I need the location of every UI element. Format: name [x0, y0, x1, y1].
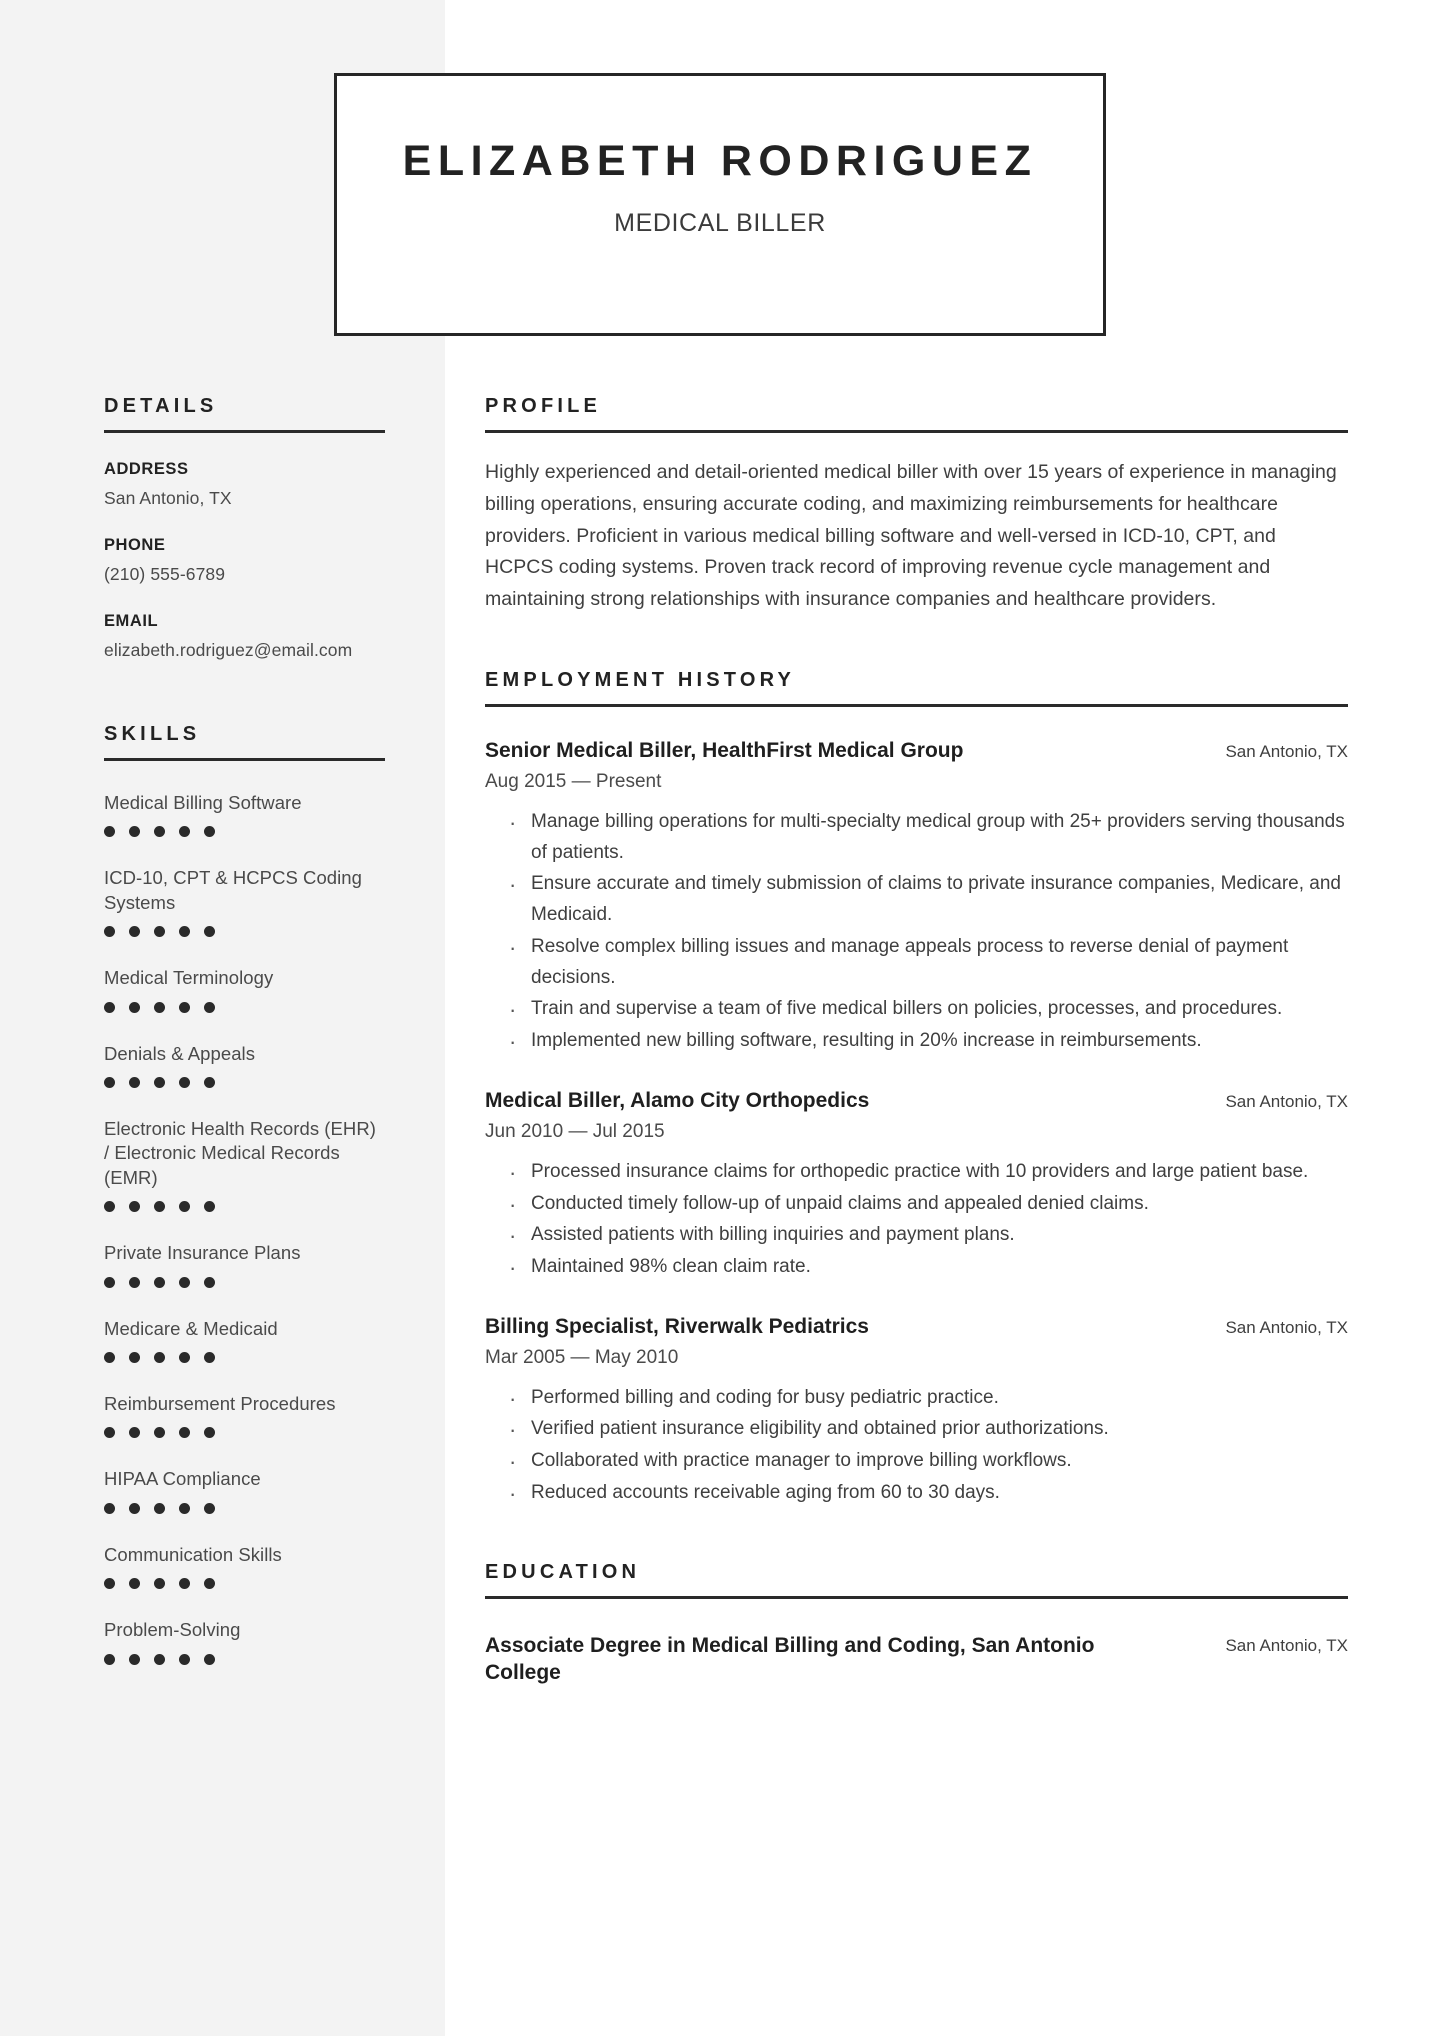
rating-dot-filled: [179, 1077, 190, 1088]
skill-name: Denials & Appeals: [104, 1042, 255, 1064]
detail-value: San Antonio, TX: [104, 488, 232, 508]
education-entry: [485, 1632, 1348, 1687]
detail-label: PHONE: [104, 536, 166, 554]
skill-item: [104, 1543, 385, 1589]
employment-heading: EMPLOYMENT HISTORY: [485, 668, 796, 691]
skill-name: Medical Billing Software: [104, 792, 302, 813]
job-bullet: · Manage billing operations for multi-specialty medical group with 25+ providers serving thousands of patients.: [531, 807, 1348, 869]
detail-value: elizabeth.rodriguez@email.com: [104, 640, 353, 660]
job-location: San Antonio, TX: [1225, 1317, 1348, 1337]
job-location: San Antonio, TX: [1225, 1091, 1348, 1111]
sidebar: [0, 395, 445, 1665]
rating-dot-filled: [204, 1077, 215, 1088]
job-title: Senior Medical Biller, HealthFirst Medical Group: [485, 738, 964, 762]
skill-name: Problem-Solving: [104, 1619, 241, 1641]
education-location: San Antonio, TX: [1225, 1635, 1348, 1655]
job-title: Billing Specialist, Riverwalk Pediatrics: [485, 1314, 869, 1338]
rating-dot-filled: [204, 1578, 215, 1589]
education-list: [485, 1632, 1348, 1687]
job-bullet: · Assisted patients with billing inquiries and payment plans.: [531, 1220, 1348, 1251]
employment-entry: [485, 738, 1348, 1057]
rating-dot-filled: [129, 1427, 140, 1438]
employment-entry: [485, 1088, 1348, 1283]
rating-dot-filled: [179, 1654, 190, 1665]
job-bullet: · Ensure accurate and timely submission of claims to private insurance companies, Medicare, and Medicaid.: [531, 869, 1348, 931]
education-heading: EDUCATION: [485, 1560, 641, 1583]
rating-dot-filled: [154, 926, 165, 937]
rating-dot-filled: [154, 1427, 165, 1438]
skill-rating-dots: [104, 1201, 385, 1212]
skill-item: [104, 1117, 385, 1212]
skill-item: [104, 966, 385, 1012]
job-bullet: · Verified patient insurance eligibility and obtained prior authorizations.: [531, 1414, 1348, 1445]
skill-item: [104, 1241, 385, 1287]
skill-name: HIPAA Compliance: [104, 1468, 261, 1490]
page-title: ELIZABETH RODRIGUEZ: [402, 137, 1038, 185]
job-bullet: · Processed insurance claims for orthopedic practice with 10 providers and large patient base.: [531, 1157, 1348, 1188]
employment-entry: [485, 1314, 1348, 1509]
job-location: San Antonio, TX: [1225, 741, 1348, 761]
rating-dot-filled: [154, 1654, 165, 1665]
jobs-list: [485, 738, 1348, 1509]
skill-name: Electronic Health Records (EHR) / Electronic Medical Records (EMR): [104, 1118, 376, 1188]
job-bullet: · Conducted timely follow-up of unpaid claims and appealed denied claims.: [531, 1189, 1348, 1220]
skill-rating-dots: [104, 1077, 385, 1088]
job-bullet: · Train and supervise a team of five medical billers on policies, processes, and procedures.: [531, 994, 1348, 1025]
skill-rating-dots: [104, 1503, 385, 1514]
rating-dot-filled: [204, 1277, 215, 1288]
education-entry-header: [485, 1632, 1348, 1687]
job-bullet: · Maintained 98% clean claim rate.: [531, 1252, 1348, 1283]
job-bullet: · Performed billing and coding for busy pediatric practice.: [531, 1383, 1348, 1414]
rating-dot-filled: [179, 1352, 190, 1363]
rating-dot-filled: [154, 1578, 165, 1589]
skill-name: Medical Terminology: [104, 967, 274, 989]
job-bullet-list: [485, 807, 1348, 1057]
profile-heading: PROFILE: [485, 395, 602, 417]
rating-dot-filled: [204, 1427, 215, 1438]
details-divider: [104, 430, 385, 433]
employment-entry-header: [485, 738, 1348, 765]
rating-dot-filled: [129, 1077, 140, 1088]
skills-section: [104, 723, 385, 1665]
rating-dot-filled: [104, 1654, 115, 1665]
skill-rating-dots: [104, 1002, 385, 1013]
job-bullet: · Implemented new billing software, resulting in 20% increase in reimbursements.: [531, 1026, 1348, 1057]
job-bullet: · Collaborated with practice manager to improve billing workflows.: [531, 1446, 1348, 1477]
rating-dot-filled: [129, 1654, 140, 1665]
skill-item: [104, 866, 385, 937]
skills-divider: [104, 758, 385, 761]
rating-dot-filled: [204, 1352, 215, 1363]
header-name-box: [334, 73, 1106, 336]
content-columns: [0, 395, 1440, 1686]
rating-dot-filled: [204, 1201, 215, 1212]
rating-dot-filled: [104, 1201, 115, 1212]
rating-dot-filled: [104, 1503, 115, 1514]
skill-name: Reimbursement Procedures: [104, 1393, 336, 1415]
rating-dot-filled: [154, 1503, 165, 1514]
details-heading: DETAILS: [104, 395, 218, 417]
job-bullet: · Resolve complex billing issues and manage appeals process to reverse denial of payment decisions.: [531, 932, 1348, 994]
details-list: [104, 460, 385, 661]
skill-name: Medicare & Medicaid: [104, 1317, 278, 1339]
rating-dot-filled: [129, 1002, 140, 1013]
rating-dot-filled: [129, 1277, 140, 1288]
job-dates: Jun 2010 — Jul 2015: [485, 1120, 665, 1142]
skill-rating-dots: [104, 1654, 385, 1665]
rating-dot-filled: [129, 1352, 140, 1363]
skill-item: [104, 791, 385, 837]
rating-dot-filled: [129, 1201, 140, 1212]
rating-dot-filled: [204, 1002, 215, 1013]
rating-dot-filled: [179, 1578, 190, 1589]
rating-dot-filled: [179, 1427, 190, 1438]
rating-dot-filled: [104, 1578, 115, 1589]
skills-heading: SKILLS: [104, 723, 201, 745]
rating-dot-filled: [104, 1277, 115, 1288]
skill-item: [104, 1618, 385, 1664]
details-section: [104, 395, 385, 661]
skill-rating-dots: [104, 826, 385, 837]
detail-item: [104, 460, 385, 509]
skill-rating-dots: [104, 1427, 385, 1438]
rating-dot-filled: [104, 926, 115, 937]
job-bullet-list: [485, 1157, 1348, 1283]
rating-dot-filled: [154, 826, 165, 837]
rating-dot-filled: [204, 826, 215, 837]
rating-dot-filled: [104, 1352, 115, 1363]
header-job-title: MEDICAL BILLER: [614, 209, 826, 238]
skill-name: ICD-10, CPT & HCPCS Coding Systems: [104, 867, 362, 913]
rating-dot-filled: [104, 1002, 115, 1013]
job-bullet-list: [485, 1383, 1348, 1509]
skill-item: [104, 1042, 385, 1088]
rating-dot-filled: [129, 1578, 140, 1589]
skill-rating-dots: [104, 1578, 385, 1589]
education-title: Associate Degree in Medical Billing and Coding, San Antonio College: [485, 1633, 1095, 1685]
skill-item: [104, 1467, 385, 1513]
rating-dot-filled: [104, 1427, 115, 1438]
main-content: [445, 395, 1440, 1686]
job-dates: Mar 2005 — May 2010: [485, 1346, 679, 1368]
detail-value: (210) 555-6789: [104, 564, 226, 584]
detail-label: ADDRESS: [104, 460, 189, 478]
skill-rating-dots: [104, 926, 385, 937]
rating-dot-filled: [179, 1201, 190, 1212]
employment-entry-header: [485, 1088, 1348, 1115]
skills-list: [104, 791, 385, 1665]
education-section: [485, 1561, 1348, 1687]
employment-entry-header: [485, 1314, 1348, 1341]
rating-dot-filled: [204, 926, 215, 937]
rating-dot-filled: [179, 1002, 190, 1013]
rating-dot-filled: [204, 1654, 215, 1665]
employment-section: [485, 669, 1348, 1509]
skill-rating-dots: [104, 1277, 385, 1288]
rating-dot-filled: [129, 926, 140, 937]
employment-divider: [485, 704, 1348, 707]
detail-item: [104, 612, 385, 661]
skill-name: Communication Skills: [104, 1543, 282, 1565]
skill-item: [104, 1317, 385, 1363]
rating-dot-filled: [129, 1503, 140, 1514]
skill-rating-dots: [104, 1352, 385, 1363]
skill-item: [104, 1392, 385, 1438]
job-dates: Aug 2015 — Present: [485, 770, 662, 792]
rating-dot-filled: [154, 1352, 165, 1363]
detail-label: EMAIL: [104, 612, 159, 630]
rating-dot-filled: [154, 1002, 165, 1013]
detail-item: [104, 536, 385, 585]
rating-dot-filled: [129, 826, 140, 837]
profile-text: Highly experienced and detail-oriented medical biller with over 15 years of experience in managing billing operations, ensuring accurate coding, and maximizing reimbursements for healthcare providers. Proficient in various medical billing software and well-versed in ICD-10, CPT, and HCPCS coding systems. Proven track record of improving revenue cycle management and maintaining strong relationships with insurance companies and healthcare providers.: [485, 461, 1337, 611]
rating-dot-filled: [154, 1201, 165, 1212]
rating-dot-filled: [104, 1077, 115, 1088]
profile-divider: [485, 430, 1348, 433]
rating-dot-filled: [179, 1503, 190, 1514]
rating-dot-filled: [179, 926, 190, 937]
rating-dot-filled: [179, 1277, 190, 1288]
rating-dot-filled: [154, 1277, 165, 1288]
rating-dot-filled: [104, 826, 115, 837]
skill-name: Private Insurance Plans: [104, 1242, 301, 1264]
rating-dot-filled: [204, 1503, 215, 1514]
rating-dot-filled: [154, 1077, 165, 1088]
job-title: Medical Biller, Alamo City Orthopedics: [485, 1088, 870, 1112]
education-divider: [485, 1596, 1348, 1599]
rating-dot-filled: [179, 826, 190, 837]
job-bullet: · Reduced accounts receivable aging from 60 to 30 days.: [531, 1478, 1348, 1509]
profile-section: [485, 395, 1348, 616]
